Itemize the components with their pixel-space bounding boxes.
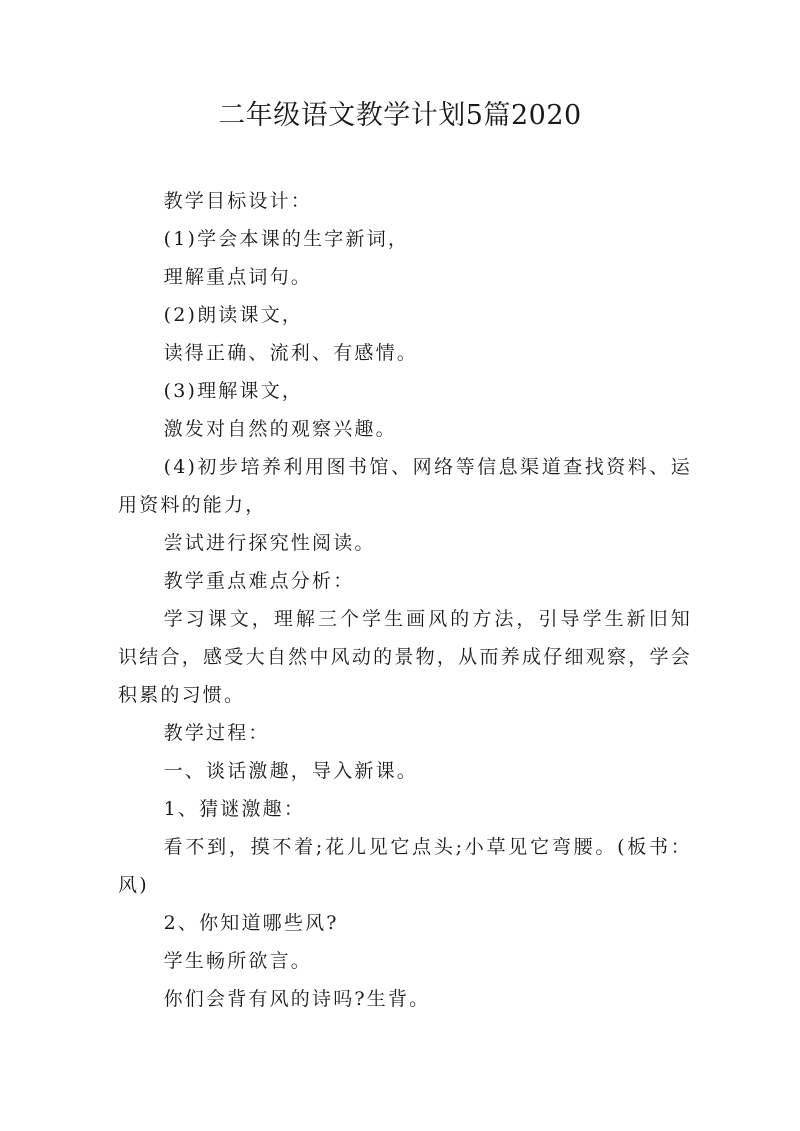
paragraph: 读得正确、流利、有感情。 (163, 342, 418, 364)
paragraph: 一、谈话激趣，导入新课。 (163, 760, 418, 782)
document-title: 二年级语文教学计划5篇2020 (218, 100, 582, 131)
paragraph: 学习课文，理解三个学生画风的方法，引导学生新旧知识结合，感受大自然中风动的景物，从而养成仔细观察，学会积累的习惯。 (118, 608, 692, 706)
paragraph: 理解重点词句。 (163, 266, 312, 288)
paragraph: (2)朗读课文， (163, 304, 304, 326)
paragraph: (4)初步培养利用图书馆、网络等信息渠道查找资料、运用资料的能力， (118, 456, 692, 516)
paragraph: (3)理解课文， (163, 380, 304, 402)
paragraph: 教学目标设计： (163, 190, 312, 212)
paragraph: 你们会背有风的诗吗?生背。 (163, 988, 431, 1010)
paragraph: 教学重点难点分析： (163, 570, 355, 592)
paragraph: 学生畅所欲言。 (163, 950, 312, 972)
paragraph: 教学过程： (163, 722, 270, 744)
document-body (118, 182, 692, 1018)
paragraph: 激发对自然的观察兴趣。 (163, 418, 397, 440)
paragraph: 1、猜谜激趣： (163, 798, 306, 820)
paragraph: 尝试进行探究性阅读。 (163, 532, 376, 554)
paragraph: 看不到，摸不着;花儿见它点头;小草见它弯腰。(板书：风) (118, 836, 692, 896)
paragraph: (1)学会本课的生字新词， (163, 228, 410, 250)
paragraph: 2、你知道哪些风? (163, 912, 339, 934)
